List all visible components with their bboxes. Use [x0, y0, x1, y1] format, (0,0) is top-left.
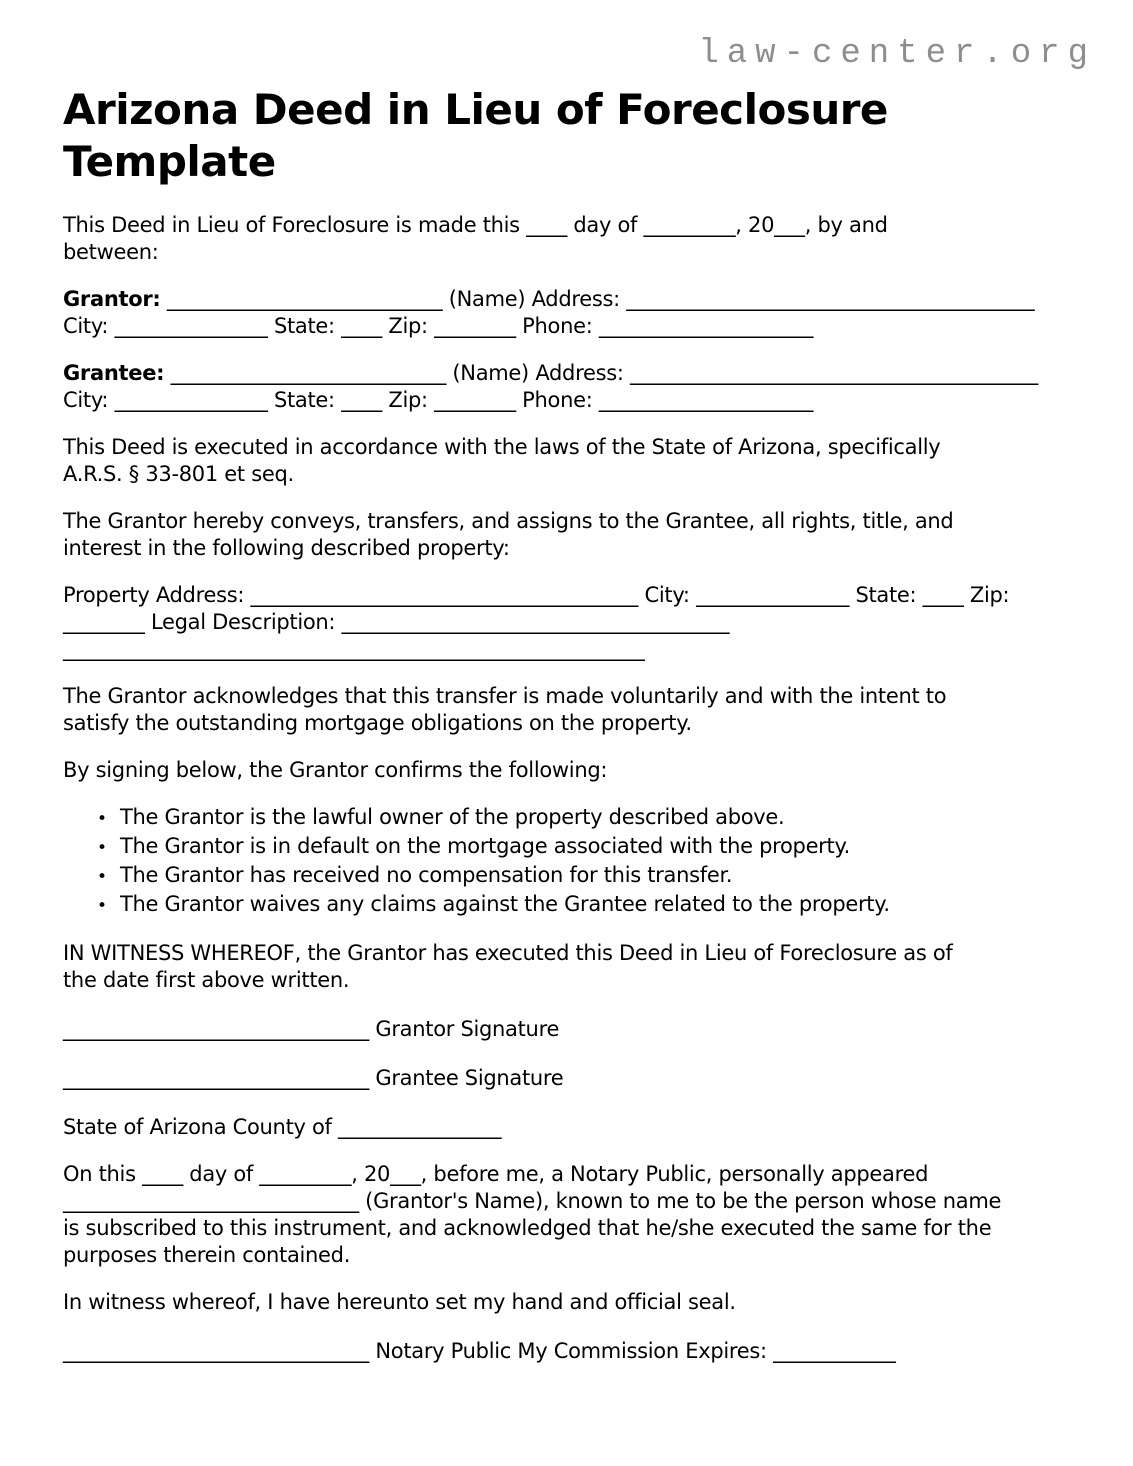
list-item [97, 804, 1070, 833]
list-item-text: The Grantor has received no compensation for this transfer. [120, 863, 733, 887]
grantee-name-address-blanks: ___________________________ (Name) Address: ________________________________________ [164, 361, 1038, 385]
acknowledgment-paragraph [63, 683, 1070, 737]
list-item [97, 862, 1070, 891]
notary-line-2: _____________________________ (Grantor's Name), known to me to be the person whose name [63, 1189, 1002, 1213]
property-details-paragraph [63, 582, 1070, 663]
notary-acknowledgment-paragraph [63, 1161, 1070, 1269]
document-title: Arizona Deed in Lieu of Foreclosure Template [63, 85, 888, 186]
grantor-name-address-line [63, 286, 1070, 313]
witness-line-1: IN WITNESS WHEREOF, the Grantor has executed this Deed in Lieu of Foreclosure as of [63, 941, 953, 965]
acknowledgment-line-2: satisfy the outstanding mortgage obligations on the property. [63, 711, 692, 735]
intro-line-2: between: [63, 240, 159, 264]
legal-description-line: ________ Legal Description: ______________________________________ [63, 610, 730, 634]
seal-statement-text: In witness whereof, I have hereunto set my hand and official seal. [63, 1290, 736, 1314]
bullet-icon: • [97, 809, 107, 829]
list-item-text: The Grantor waives any claims against the Grantee related to the property. [120, 892, 890, 916]
notary-commission-text: ______________________________ Notary Public My Commission Expires: ____________ [63, 1339, 896, 1363]
property-address-line: Property Address: ______________________________________ City: _______________ State: ____ Zip: [63, 583, 1010, 607]
seal-paragraph [63, 1289, 1070, 1316]
governing-law-line-2: A.R.S. § 33-801 et seq. [63, 462, 294, 486]
conveyance-paragraph [63, 508, 1070, 562]
witness-paragraph [63, 940, 1070, 994]
county-line [63, 1114, 1070, 1141]
governing-law-line-1: This Deed is executed in accordance with the laws of the State of Arizona, specifically [63, 435, 941, 459]
grantor-label: Grantor: [63, 287, 161, 311]
grantee-label: Grantee: [63, 361, 165, 385]
grantor-signature-text: ______________________________ Grantor Signature [63, 1017, 560, 1041]
grantee-section [63, 360, 1070, 414]
county-line-text: State of Arizona County of ________________ [63, 1115, 502, 1139]
grantee-signature-line [63, 1065, 1070, 1092]
grantee-city-line: City: _______________ State: ____ Zip: ________ Phone: _____________________ [63, 388, 814, 412]
conveyance-line-1: The Grantor hereby conveys, transfers, and assigns to the Grantee, all rights, title, and [63, 509, 954, 533]
bullet-icon: • [97, 867, 107, 887]
list-item [97, 891, 1070, 920]
acknowledgment-line-1: The Grantor acknowledges that this transfer is made voluntarily and with the intent to [63, 684, 947, 708]
governing-law-paragraph [63, 434, 1070, 488]
notary-line-3: is subscribed to this instrument, and acknowledged that he/she executed the same for the [63, 1216, 992, 1240]
list-item [97, 833, 1070, 862]
intro-line-1: This Deed in Lieu of Foreclosure is made this ____ day of _________, 20___, by and [63, 213, 888, 237]
grantee-signature-text: ______________________________ Grantee Signature [63, 1066, 564, 1090]
bullet-icon: • [97, 838, 107, 858]
list-item-text: The Grantor is in default on the mortgage associated with the property. [120, 834, 850, 858]
grantee-name-address-line [63, 360, 1070, 387]
intro-paragraph [63, 212, 1070, 266]
conveyance-line-2: interest in the following described property: [63, 536, 510, 560]
confirmation-list [63, 804, 1070, 920]
legal-description-continuation-blank: _________________________________________________________ [63, 637, 645, 661]
bullet-icon: • [97, 896, 107, 916]
grantor-name-address-blanks: ___________________________ (Name) Address: ________________________________________ [160, 287, 1035, 311]
notary-line-4: purposes therein contained. [63, 1243, 351, 1267]
confirmation-intro-line: By signing below, the Grantor confirms the following: [63, 758, 608, 782]
grantor-section [63, 286, 1070, 340]
notary-signature-line [63, 1338, 1070, 1365]
confirmation-intro [63, 757, 1070, 784]
notary-line-1: On this ____ day of _________, 20___, before me, a Notary Public, personally appeared [63, 1162, 929, 1186]
grantor-city-line: City: _______________ State: ____ Zip: ________ Phone: _____________________ [63, 314, 814, 338]
witness-line-2: the date first above written. [63, 968, 350, 992]
site-logo: law-center.org [698, 35, 1096, 73]
grantor-signature-line [63, 1016, 1070, 1043]
list-item-text: The Grantor is the lawful owner of the property described above. [120, 805, 785, 829]
